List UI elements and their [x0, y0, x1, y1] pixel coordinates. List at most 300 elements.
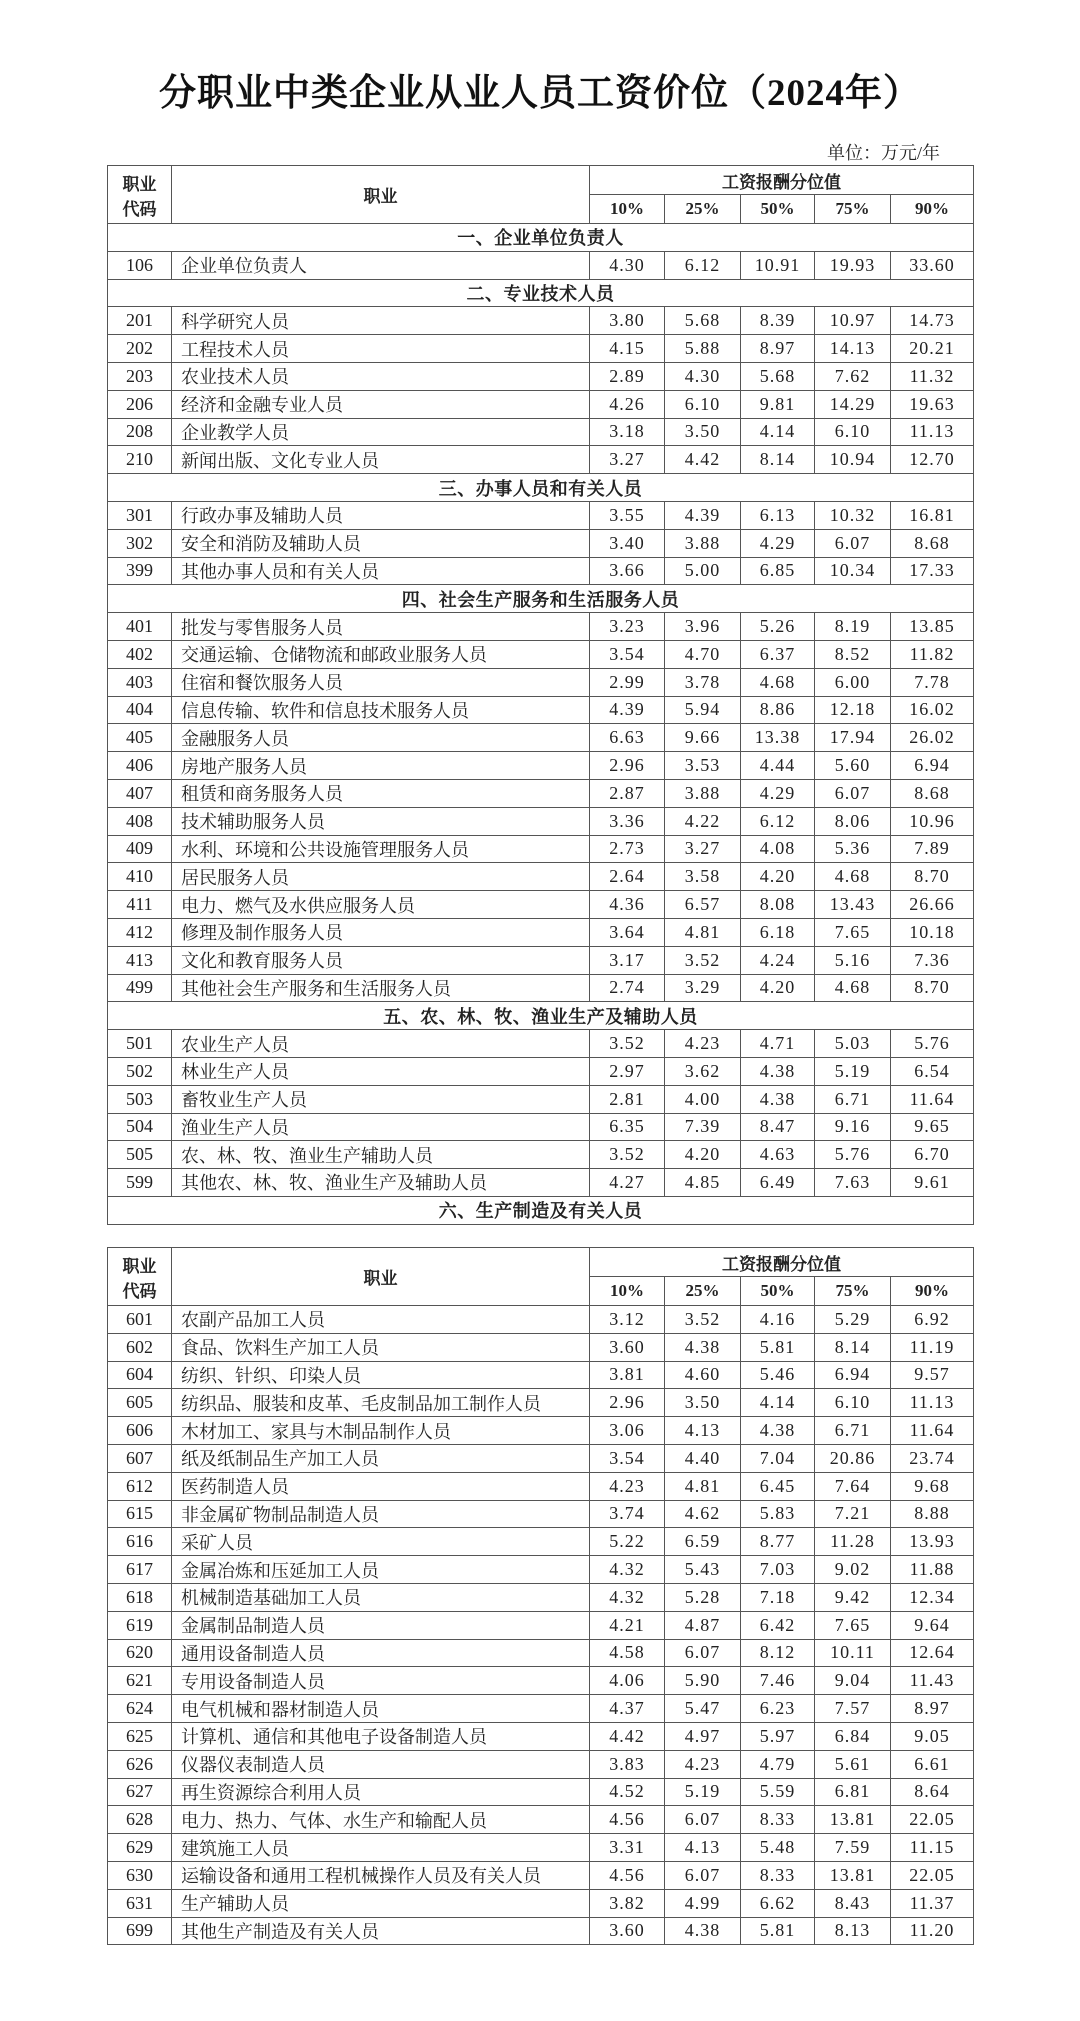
wage-value: 3.66: [590, 557, 665, 585]
wage-value: 13.81: [815, 1861, 891, 1889]
wage-value: 4.42: [590, 1722, 665, 1750]
occupation-name: 其他办事人员和有关人员: [172, 557, 590, 585]
wage-value: 5.46: [741, 1361, 815, 1389]
wage-value: 4.62: [665, 1500, 741, 1528]
table-row: [108, 613, 974, 641]
wage-value: 3.50: [665, 1389, 741, 1417]
wage-value: 4.52: [590, 1778, 665, 1806]
wage-value: 3.40: [590, 529, 665, 557]
section-title: 四、社会生产服务和生活服务人员: [108, 585, 974, 613]
wage-value: 16.81: [891, 501, 974, 529]
occupation-code: 612: [108, 1472, 172, 1500]
wage-value: 7.03: [741, 1556, 815, 1584]
occupation-header: 职业: [172, 1248, 590, 1306]
section-row: [108, 279, 974, 307]
occupation-code: 301: [108, 501, 172, 529]
wage-value: 5.60: [815, 752, 891, 780]
wage-value: 4.23: [665, 1030, 741, 1058]
wage-value: 6.63: [590, 724, 665, 752]
table-row: [108, 1444, 974, 1472]
wage-value: 5.97: [741, 1722, 815, 1750]
wage-value: 4.20: [665, 1141, 741, 1169]
occupation-code: 206: [108, 390, 172, 418]
table-row: [108, 446, 974, 474]
wage-value: 6.12: [665, 251, 741, 279]
occupation-name: 再生资源综合利用人员: [172, 1778, 590, 1806]
occupation-name: 医药制造人员: [172, 1472, 590, 1500]
wage-value: 4.56: [590, 1861, 665, 1889]
wage-value: 3.58: [665, 863, 741, 891]
wage-value: 2.96: [590, 1389, 665, 1417]
occupation-code: 505: [108, 1141, 172, 1169]
wage-value: 4.79: [741, 1750, 815, 1778]
wage-value: 3.60: [590, 1333, 665, 1361]
wage-value: 8.39: [741, 307, 815, 335]
wage-value: 6.71: [815, 1085, 891, 1113]
occupation-code: 607: [108, 1444, 172, 1472]
occupation-name: 机械制造基础加工人员: [172, 1583, 590, 1611]
occupation-name: 纺织品、服装和皮革、毛皮制品加工制作人员: [172, 1389, 590, 1417]
occupation-code: 502: [108, 1057, 172, 1085]
table-row: [108, 390, 974, 418]
table-row: [108, 891, 974, 919]
wage-value: 8.08: [741, 891, 815, 919]
occupation-code: 699: [108, 1917, 172, 1945]
wage-value: 13.93: [891, 1528, 974, 1556]
wage-value: 3.29: [665, 974, 741, 1002]
wage-value: 2.89: [590, 362, 665, 390]
table-row: [108, 1861, 974, 1889]
wage-value: 4.36: [590, 891, 665, 919]
wage-value: 14.13: [815, 335, 891, 363]
wage-value: 9.02: [815, 1556, 891, 1584]
wage-table-part-1: [107, 165, 974, 1225]
code-header-line2: 代码: [122, 1281, 157, 1301]
occupation-header: 职业: [172, 166, 590, 224]
wage-value: 13.43: [815, 891, 891, 919]
wage-value: 4.15: [590, 335, 665, 363]
wage-value: 4.08: [741, 835, 815, 863]
section-title: 二、专业技术人员: [108, 279, 974, 307]
wage-value: 2.81: [590, 1085, 665, 1113]
occupation-code: 208: [108, 418, 172, 446]
wage-value: 3.88: [665, 779, 741, 807]
section-row: [108, 1002, 974, 1030]
occupation-name: 新闻出版、文化专业人员: [172, 446, 590, 474]
percentile-header: 10%: [590, 195, 665, 224]
occupation-code: 599: [108, 1169, 172, 1197]
wage-value: 6.18: [741, 918, 815, 946]
occupation-name: 非金属矿物制品制造人员: [172, 1500, 590, 1528]
table-row: [108, 1057, 974, 1085]
table-row: [108, 946, 974, 974]
table-row: [108, 1141, 974, 1169]
occupation-code: 403: [108, 668, 172, 696]
wage-value: 4.81: [665, 918, 741, 946]
table-row: [108, 1889, 974, 1917]
wage-value: 7.21: [815, 1500, 891, 1528]
section-title: 五、农、林、牧、渔业生产及辅助人员: [108, 1002, 974, 1030]
occupation-name: 行政办事及辅助人员: [172, 501, 590, 529]
wage-value: 11.28: [815, 1528, 891, 1556]
wage-value: 4.20: [741, 863, 815, 891]
wage-value: 3.17: [590, 946, 665, 974]
occupation-code: 628: [108, 1806, 172, 1834]
wage-value: 14.73: [891, 307, 974, 335]
wage-value: 8.33: [741, 1861, 815, 1889]
wage-value: 6.54: [891, 1057, 974, 1085]
wage-value: 3.36: [590, 807, 665, 835]
occupation-code: 404: [108, 696, 172, 724]
table-row: [108, 1583, 974, 1611]
occupation-name: 渔业生产人员: [172, 1113, 590, 1141]
wage-value: 5.28: [665, 1583, 741, 1611]
table-row: [108, 1639, 974, 1667]
wage-value: 4.39: [665, 501, 741, 529]
wage-value: 19.63: [891, 390, 974, 418]
wage-value: 4.68: [815, 863, 891, 891]
wage-value: 9.42: [815, 1583, 891, 1611]
wage-value: 7.59: [815, 1834, 891, 1862]
wage-value: 5.22: [590, 1528, 665, 1556]
occupation-code: 630: [108, 1861, 172, 1889]
wage-value: 8.68: [891, 529, 974, 557]
wage-value: 6.23: [741, 1695, 815, 1723]
wage-value: 10.34: [815, 557, 891, 585]
wage-value: 6.71: [815, 1417, 891, 1445]
wage-value: 4.26: [590, 390, 665, 418]
table-row: [108, 1667, 974, 1695]
wage-value: 5.00: [665, 557, 741, 585]
occupation-code: 411: [108, 891, 172, 919]
occupation-code: 625: [108, 1722, 172, 1750]
wage-value: 11.43: [891, 1667, 974, 1695]
occupation-code: 626: [108, 1750, 172, 1778]
wage-value: 4.38: [665, 1917, 741, 1945]
wage-value: 5.36: [815, 835, 891, 863]
occupation-code: 620: [108, 1639, 172, 1667]
occupation-name: 专用设备制造人员: [172, 1667, 590, 1695]
occupation-code: 201: [108, 307, 172, 335]
wage-value: 10.97: [815, 307, 891, 335]
table-row: [108, 1417, 974, 1445]
wage-value: 4.63: [741, 1141, 815, 1169]
occupation-code: 627: [108, 1778, 172, 1806]
table-row: [108, 752, 974, 780]
occupation-name: 仪器仪表制造人员: [172, 1750, 590, 1778]
wage-value: 4.85: [665, 1169, 741, 1197]
percentile-header: 25%: [665, 195, 741, 224]
occupation-code: 408: [108, 807, 172, 835]
occupation-name: 金融服务人员: [172, 724, 590, 752]
wage-value: 4.23: [590, 1472, 665, 1500]
wage-value: 3.27: [665, 835, 741, 863]
wage-value: 8.88: [891, 1500, 974, 1528]
wage-value: 9.68: [891, 1472, 974, 1500]
table-row: [108, 835, 974, 863]
wage-value: 13.38: [741, 724, 815, 752]
wage-value: 22.05: [891, 1861, 974, 1889]
percentile-header: 50%: [741, 1277, 815, 1306]
wage-value: 20.86: [815, 1444, 891, 1472]
section-row: [108, 585, 974, 613]
wage-value: 6.84: [815, 1722, 891, 1750]
wage-value: 5.59: [741, 1778, 815, 1806]
wage-value: 9.61: [891, 1169, 974, 1197]
wage-value: 7.36: [891, 946, 974, 974]
table-row: [108, 779, 974, 807]
occupation-code: 605: [108, 1389, 172, 1417]
occupation-name: 运输设备和通用工程机械操作人员及有关人员: [172, 1861, 590, 1889]
occupation-name: 电气机械和器材制造人员: [172, 1695, 590, 1723]
wage-value: 5.76: [815, 1141, 891, 1169]
occupation-code: 402: [108, 640, 172, 668]
wage-value: 2.97: [590, 1057, 665, 1085]
occupation-name: 房地产服务人员: [172, 752, 590, 780]
table-row: [108, 1333, 974, 1361]
wage-value: 8.43: [815, 1889, 891, 1917]
section-row: [108, 1196, 974, 1224]
wage-value: 5.61: [815, 1750, 891, 1778]
wage-value: 19.93: [815, 251, 891, 279]
percentile-group-header: 工资报酬分位值: [590, 1248, 974, 1277]
occupation-code: 202: [108, 335, 172, 363]
wage-value: 2.96: [590, 752, 665, 780]
wage-value: 4.14: [741, 418, 815, 446]
wage-value: 3.54: [590, 1444, 665, 1472]
occupation-code: 503: [108, 1085, 172, 1113]
wage-value: 4.14: [741, 1389, 815, 1417]
wage-value: 4.21: [590, 1611, 665, 1639]
table-row: [108, 1500, 974, 1528]
wage-value: 4.38: [741, 1417, 815, 1445]
occupation-name: 企业单位负责人: [172, 251, 590, 279]
wage-value: 6.13: [741, 501, 815, 529]
section-title: 一、企业单位负责人: [108, 224, 974, 252]
wage-value: 4.68: [741, 668, 815, 696]
wage-value: 5.94: [665, 696, 741, 724]
occupation-name: 金属制品制造人员: [172, 1611, 590, 1639]
occupation-name: 计算机、通信和其他电子设备制造人员: [172, 1722, 590, 1750]
wage-value: 3.52: [665, 946, 741, 974]
occupation-name: 居民服务人员: [172, 863, 590, 891]
table-row: [108, 529, 974, 557]
wage-value: 6.61: [891, 1750, 974, 1778]
wage-value: 2.99: [590, 668, 665, 696]
wage-value: 17.94: [815, 724, 891, 752]
section-row: [108, 474, 974, 502]
table-row: [108, 1917, 974, 1945]
wage-value: 4.97: [665, 1722, 741, 1750]
table-row: [108, 1085, 974, 1113]
wage-value: 6.35: [590, 1113, 665, 1141]
wage-value: 23.74: [891, 1444, 974, 1472]
wage-value: 8.97: [891, 1695, 974, 1723]
wage-value: 13.81: [815, 1806, 891, 1834]
wage-value: 4.58: [590, 1639, 665, 1667]
wage-value: 7.63: [815, 1169, 891, 1197]
wage-value: 6.07: [815, 529, 891, 557]
unit-label: 单位：万元/年: [826, 143, 940, 163]
section-title: 三、办事人员和有关人员: [108, 474, 974, 502]
document-title: 分职业中类企业从业人员工资价位（2024年）: [159, 73, 921, 114]
table-row: [108, 1556, 974, 1584]
wage-value: 4.06: [590, 1667, 665, 1695]
wage-value: 17.33: [891, 557, 974, 585]
wage-value: 3.62: [665, 1057, 741, 1085]
wage-value: 6.45: [741, 1472, 815, 1500]
wage-value: 6.00: [815, 668, 891, 696]
wage-value: 11.20: [891, 1917, 974, 1945]
table-row: [108, 696, 974, 724]
wage-value: 4.29: [741, 529, 815, 557]
wage-value: 10.91: [741, 251, 815, 279]
occupation-name: 技术辅助服务人员: [172, 807, 590, 835]
wage-value: 9.57: [891, 1361, 974, 1389]
occupation-name: 修理及制作服务人员: [172, 918, 590, 946]
occupation-code: 617: [108, 1556, 172, 1584]
wage-value: 3.78: [665, 668, 741, 696]
wage-value: 6.10: [665, 390, 741, 418]
percentile-header: 25%: [665, 1277, 741, 1306]
wage-value: 11.37: [891, 1889, 974, 1917]
wage-value: 7.62: [815, 362, 891, 390]
occupation-code: 302: [108, 529, 172, 557]
table-row: [108, 1472, 974, 1500]
wage-value: 11.13: [891, 1389, 974, 1417]
wage-value: 4.56: [590, 1806, 665, 1834]
wage-value: 5.81: [741, 1333, 815, 1361]
occupation-name: 畜牧业生产人员: [172, 1085, 590, 1113]
wage-value: 5.90: [665, 1667, 741, 1695]
wage-value: 5.47: [665, 1695, 741, 1723]
wage-value: 4.40: [665, 1444, 741, 1472]
occupation-code: 210: [108, 446, 172, 474]
wage-value: 3.81: [590, 1361, 665, 1389]
table-row: [108, 418, 974, 446]
table-row: [108, 1778, 974, 1806]
occupation-code: 405: [108, 724, 172, 752]
wage-value: 11.88: [891, 1556, 974, 1584]
occupation-name: 农业技术人员: [172, 362, 590, 390]
wage-value: 4.38: [741, 1085, 815, 1113]
code-header: [108, 166, 172, 224]
wage-value: 8.47: [741, 1113, 815, 1141]
occupation-code: 106: [108, 251, 172, 279]
wage-value: 7.04: [741, 1444, 815, 1472]
wage-value: 3.27: [590, 446, 665, 474]
wage-value: 3.64: [590, 918, 665, 946]
wage-value: 3.18: [590, 418, 665, 446]
wage-value: 8.14: [815, 1333, 891, 1361]
table-row: [108, 501, 974, 529]
wage-value: 8.68: [891, 779, 974, 807]
wage-value: 11.32: [891, 362, 974, 390]
wage-value: 8.70: [891, 974, 974, 1002]
wage-value: 4.16: [741, 1306, 815, 1334]
table-row: [108, 1306, 974, 1334]
wage-value: 10.18: [891, 918, 974, 946]
wage-value: 9.05: [891, 1722, 974, 1750]
wage-value: 9.65: [891, 1113, 974, 1141]
wage-value: 33.60: [891, 251, 974, 279]
occupation-name: 安全和消防及辅助人员: [172, 529, 590, 557]
table-row: [108, 1611, 974, 1639]
wage-value: 7.65: [815, 918, 891, 946]
occupation-code: 602: [108, 1333, 172, 1361]
wage-value: 3.55: [590, 501, 665, 529]
wage-value: 3.23: [590, 613, 665, 641]
wage-value: 11.64: [891, 1085, 974, 1113]
wage-value: 6.92: [891, 1306, 974, 1334]
wage-value: 9.64: [891, 1611, 974, 1639]
wage-value: 6.85: [741, 557, 815, 585]
section-row: [108, 224, 974, 252]
wage-value: 9.66: [665, 724, 741, 752]
wage-value: 6.70: [891, 1141, 974, 1169]
wage-value: 8.86: [741, 696, 815, 724]
occupation-code: 399: [108, 557, 172, 585]
header-row: [108, 166, 974, 195]
occupation-code: 624: [108, 1695, 172, 1723]
wage-value: 11.82: [891, 640, 974, 668]
table-row: [108, 1169, 974, 1197]
wage-value: 3.83: [590, 1750, 665, 1778]
wage-value: 4.68: [815, 974, 891, 1002]
wage-value: 3.50: [665, 418, 741, 446]
wage-value: 4.27: [590, 1169, 665, 1197]
wage-value: 4.81: [665, 1472, 741, 1500]
occupation-name: 农业生产人员: [172, 1030, 590, 1058]
wage-value: 4.37: [590, 1695, 665, 1723]
occupation-code: 406: [108, 752, 172, 780]
wage-value: 7.39: [665, 1113, 741, 1141]
occupation-code: 409: [108, 835, 172, 863]
wage-value: 4.38: [665, 1333, 741, 1361]
table-row: [108, 724, 974, 752]
wage-value: 10.32: [815, 501, 891, 529]
table-row: [108, 335, 974, 363]
wage-value: 9.81: [741, 390, 815, 418]
wage-table-part-2: [107, 1247, 974, 1945]
wage-value: 4.00: [665, 1085, 741, 1113]
wage-value: 7.89: [891, 835, 974, 863]
wage-value: 3.82: [590, 1889, 665, 1917]
wage-value: 11.15: [891, 1834, 974, 1862]
occupation-code: 629: [108, 1834, 172, 1862]
occupation-name: 电力、燃气及水供应服务人员: [172, 891, 590, 919]
occupation-code: 606: [108, 1417, 172, 1445]
occupation-name: 企业教学人员: [172, 418, 590, 446]
wage-value: 6.49: [741, 1169, 815, 1197]
occupation-name: 水利、环境和公共设施管理服务人员: [172, 835, 590, 863]
occupation-name: 住宿和餐饮服务人员: [172, 668, 590, 696]
wage-value: 5.03: [815, 1030, 891, 1058]
occupation-code: 501: [108, 1030, 172, 1058]
table-row: [108, 863, 974, 891]
wage-value: 6.94: [815, 1361, 891, 1389]
wage-value: 8.19: [815, 613, 891, 641]
wage-value: 16.02: [891, 696, 974, 724]
wage-value: 4.44: [741, 752, 815, 780]
percentile-header: 75%: [815, 195, 891, 224]
wage-value: 4.99: [665, 1889, 741, 1917]
wage-value: 4.22: [665, 807, 741, 835]
wage-value: 14.29: [815, 390, 891, 418]
wage-value: 3.54: [590, 640, 665, 668]
occupation-name: 文化和教育服务人员: [172, 946, 590, 974]
occupation-name: 纸及纸制品生产加工人员: [172, 1444, 590, 1472]
